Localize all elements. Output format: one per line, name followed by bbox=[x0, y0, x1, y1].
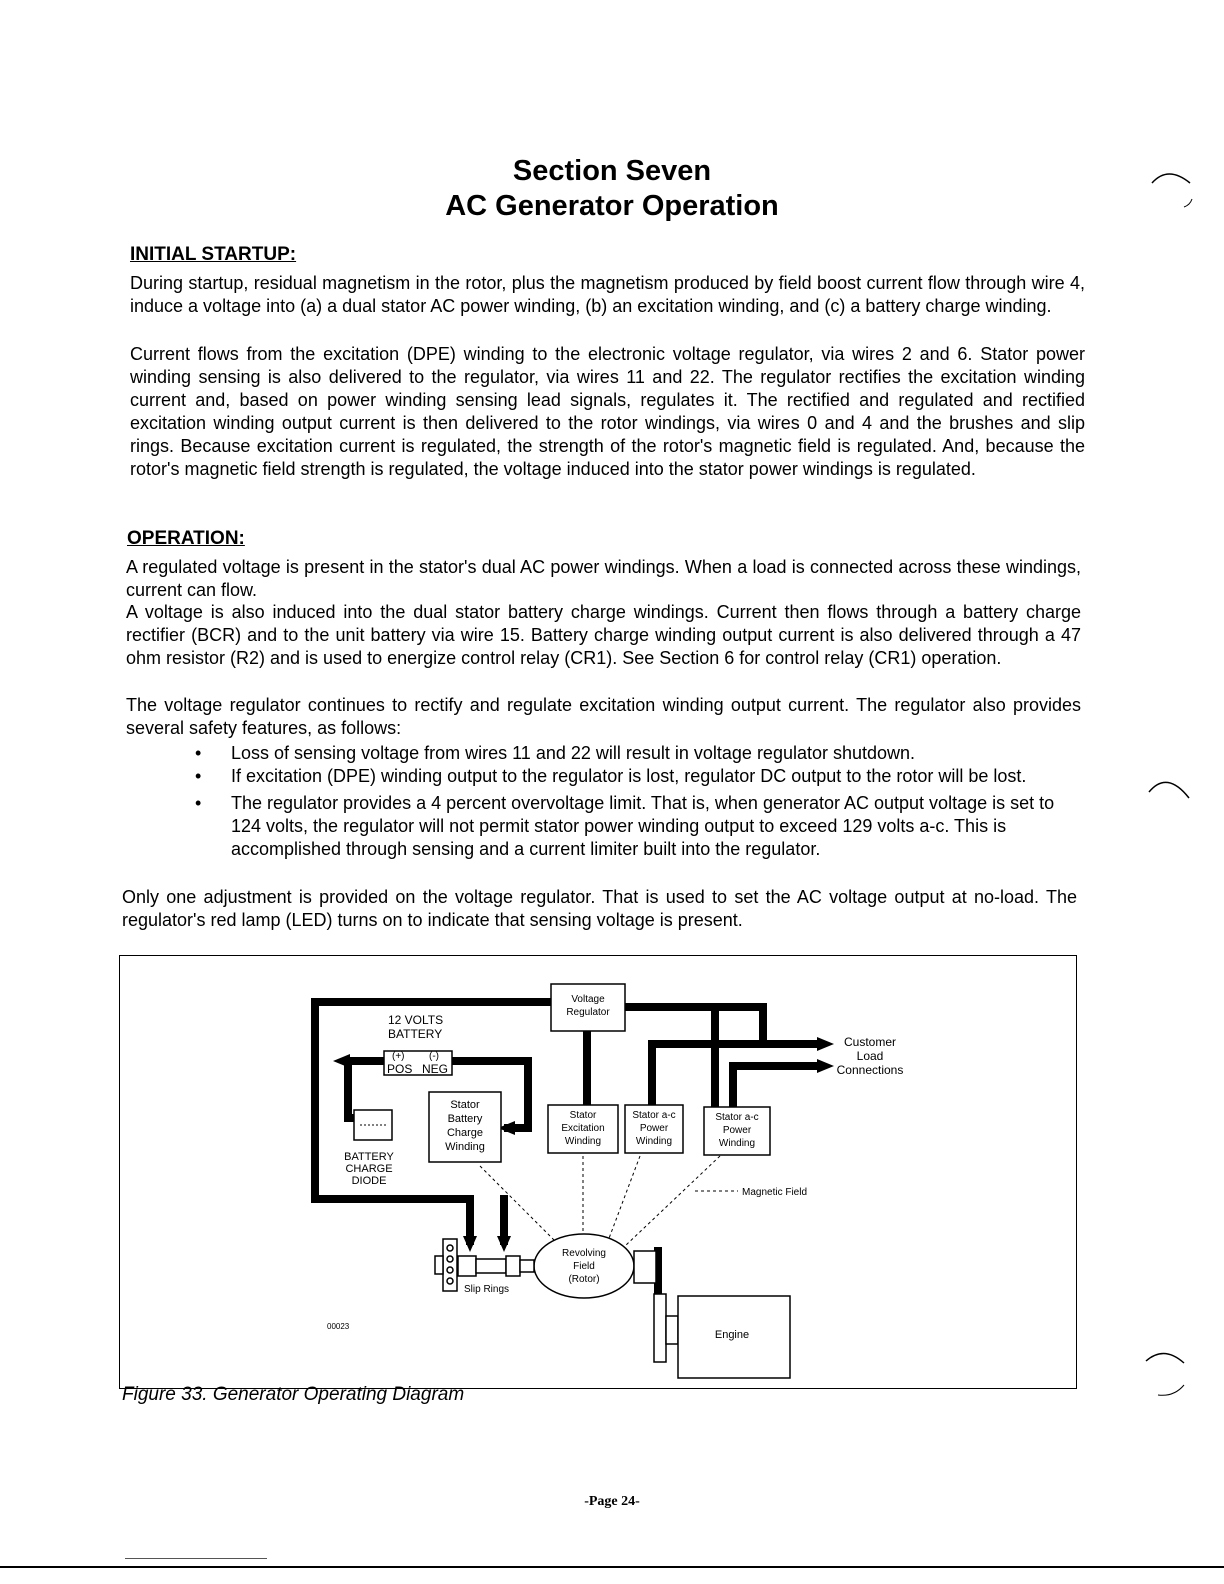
magnetic-field-label: Magnetic Field bbox=[742, 1187, 808, 1198]
list-item: • The regulator provides a 4 percent overvoltage limit. That is, when generator AC output voltage is set to 124 volts, the regulator will not permit stator power winding output to exceed 129 volts a-c. This is accomplished through sensing and a current limiter built into the regulator. bbox=[195, 792, 1075, 861]
battery-label: 12 VOLTS bbox=[388, 1013, 444, 1027]
figure-frame bbox=[119, 955, 1077, 1389]
engine-shaft bbox=[666, 1316, 678, 1344]
figure-caption: Figure 33. Generator Operating Diagram bbox=[122, 1384, 465, 1405]
battery-charge-diode-label: DIODE bbox=[351, 1175, 387, 1187]
stator-battery-charge-label: Charge bbox=[446, 1127, 484, 1139]
section-number: Section Seven bbox=[512, 155, 712, 187]
margin-arc-mark bbox=[1140, 1345, 1200, 1405]
customer-load-label: Load bbox=[856, 1049, 884, 1063]
initial-startup-heading: INITIAL STARTUP: bbox=[130, 244, 297, 265]
battery-label: BATTERY bbox=[388, 1027, 443, 1041]
margin-arc-mark bbox=[1145, 770, 1195, 820]
figure-code: 00023 bbox=[327, 1322, 350, 1331]
customer-load-label: Customer bbox=[843, 1035, 897, 1049]
operation-heading: OPERATION: bbox=[127, 528, 245, 549]
stator-battery-charge-label: Winding bbox=[445, 1141, 485, 1153]
stator-power-winding-label: Stator a-c bbox=[715, 1112, 759, 1123]
battery-terminal: (+) bbox=[392, 1051, 405, 1062]
startup-paragraph-1: During startup, residual magnetism in the rotor, plus the magnetism produced by field boost current flow through wire 4, induce a voltage into (a) a dual stator AC power winding, (b) an excitation winding, and (c) a battery charge winding. bbox=[130, 273, 1085, 316]
stator-power-winding-label: Stator a-c bbox=[632, 1110, 676, 1121]
battery-charge-diode-label: BATTERY bbox=[344, 1151, 394, 1163]
battery-terminal-name: NEG bbox=[422, 1062, 449, 1076]
stator-battery-charge-label: Stator bbox=[450, 1099, 480, 1111]
battery-terminal-name: POS bbox=[387, 1062, 413, 1076]
revolving-field-label: Field bbox=[573, 1261, 595, 1272]
revolving-field-label: Revolving bbox=[562, 1248, 606, 1259]
bottom-short-rule bbox=[125, 1558, 267, 1559]
safety-features-list bbox=[195, 742, 1075, 861]
page-number: -Page 24- bbox=[584, 1494, 640, 1509]
generator-operating-diagram bbox=[120, 956, 1078, 1390]
magnetic-field-lines bbox=[480, 1156, 738, 1246]
page-title: AC Generator Operation bbox=[445, 190, 779, 222]
bottom-rule bbox=[0, 1566, 1224, 1568]
rotor-coupling bbox=[634, 1251, 656, 1283]
stator-power-winding-label: Power bbox=[722, 1125, 752, 1136]
operation-paragraph-1: A regulated voltage is present in the stator's dual AC power windings. When a load is connected across these windings, current can flow. bbox=[126, 557, 1081, 600]
list-item: • Loss of sensing voltage from wires 11 and 22 will result in voltage regulator shutdown. bbox=[195, 742, 1075, 765]
engine-label: Engine bbox=[714, 1329, 750, 1341]
operation-paragraph-4: Only one adjustment is provided on the voltage regulator. That is used to set the AC voltage output at no-load. The regulator's red lamp (LED) turns on to indicate that sensing voltage is present. bbox=[122, 887, 1077, 930]
operation-paragraph-2: A voltage is also induced into the dual stator battery charge windings. Current then flows through a battery charge rectifier (BCR) and to the unit battery via wire 15. Battery charge winding output current is also delivered through a 47 ohm resistor (R2) and is used to energize control relay (CR1). See Section 6 for control relay (CR1) operation. bbox=[126, 602, 1081, 668]
stator-battery-charge-label: Battery bbox=[447, 1113, 483, 1125]
stator-excitation-label: Winding bbox=[564, 1136, 602, 1147]
voltage-regulator-label: Voltage bbox=[571, 994, 605, 1005]
voltage-regulator-label: Regulator bbox=[566, 1007, 610, 1018]
margin-arc-mark bbox=[1148, 165, 1198, 215]
battery-terminal: (-) bbox=[429, 1051, 439, 1062]
slip-rings-label: Slip Rings bbox=[464, 1284, 510, 1295]
stator-power-winding-label: Winding bbox=[718, 1138, 756, 1149]
stator-power-winding-label: Power bbox=[639, 1123, 669, 1134]
stator-excitation-label: Excitation bbox=[561, 1123, 605, 1134]
battery-charge-diode-label: CHARGE bbox=[345, 1163, 393, 1175]
list-item: • If excitation (DPE) winding output to the regulator is lost, regulator DC output to the rotor will be lost. bbox=[195, 765, 1075, 788]
engine-pulley bbox=[654, 1294, 666, 1362]
revolving-field-label: (Rotor) bbox=[568, 1274, 600, 1285]
operation-paragraph-3: The voltage regulator continues to rectify and regulate excitation winding output current. The regulator also provides several safety features, as follows: bbox=[126, 695, 1081, 738]
startup-paragraph-2: Current flows from the excitation (DPE) winding to the electronic voltage regulator, via wires 2 and 6. Stator power winding sensing is also delivered to the regulator, via wires 11 and 22. The regulator rectifies the excitation winding current and, based on power winding sensing lead signals, regulates it. The rectified and regulated and rectified excitation winding output current is then delivered to the rotor windings, via wires 0 and 4 and the brushes and slip rings. Because excitation current is regulated, the strength of the rotor's magnetic field is regulated. And, because the rotor's magnetic field strength is regulated, the voltage induced into the stator power windings is regulated. bbox=[130, 344, 1085, 479]
stator-power-winding-label: Winding bbox=[635, 1136, 673, 1147]
customer-load-label: Connections bbox=[836, 1063, 904, 1077]
stator-excitation-label: Stator bbox=[569, 1110, 597, 1121]
